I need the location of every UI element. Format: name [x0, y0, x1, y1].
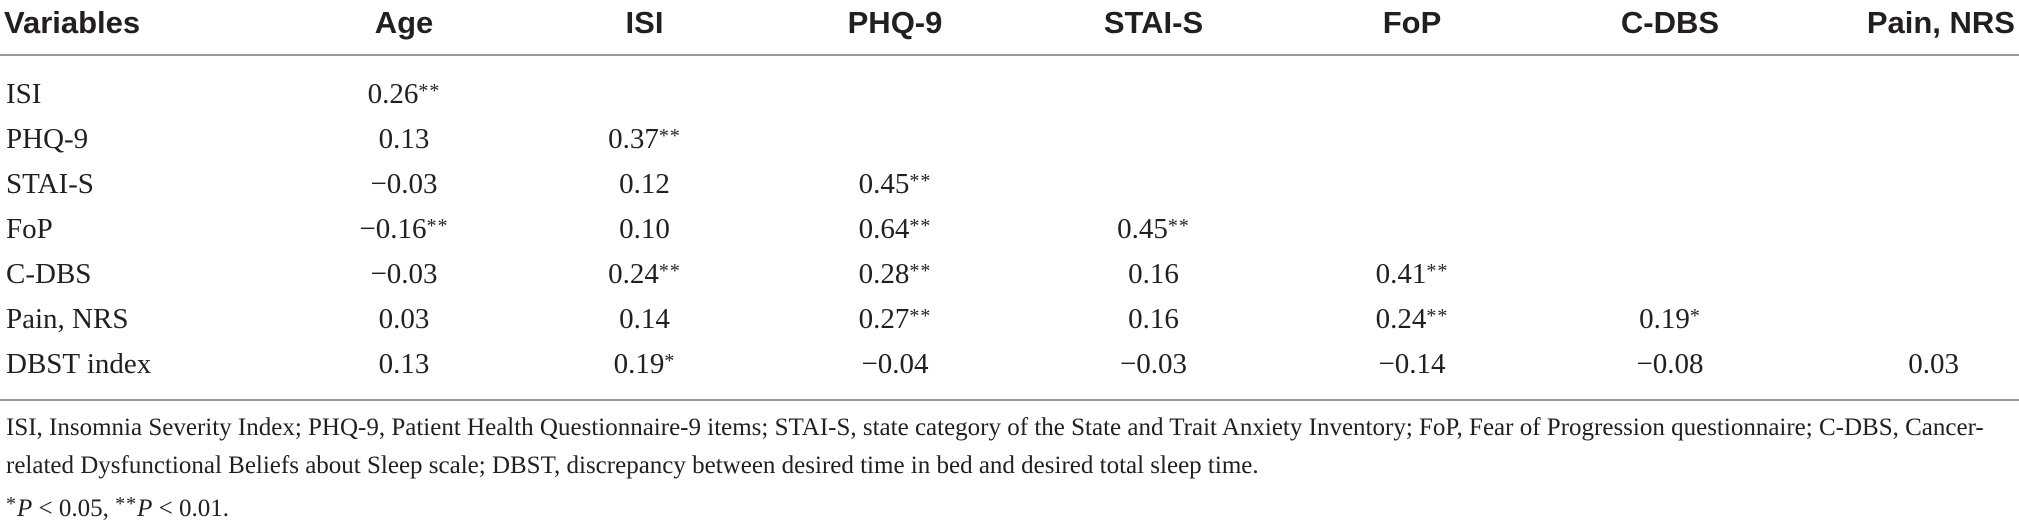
table-cell [1283, 252, 1541, 297]
correlation-value: 0.03 [1908, 348, 1959, 380]
table-cell [1024, 297, 1283, 342]
column-header-age: Age [285, 0, 523, 55]
table-row [0, 252, 2019, 297]
significance-marker: ** [426, 215, 449, 237]
table-row [0, 297, 2019, 342]
table-cell [1283, 207, 1541, 252]
table-cell [1024, 207, 1283, 252]
correlation-value: 0.45 [1117, 213, 1168, 245]
correlation-value: −0.08 [1636, 348, 1704, 380]
row-label: STAI-S [6, 168, 94, 200]
table-cell [1799, 55, 2019, 117]
table-cell [1024, 252, 1283, 297]
table-cell [1799, 207, 2019, 252]
table-cell [1799, 117, 2019, 162]
correlation-value: −0.14 [1378, 348, 1446, 380]
table-cell [1799, 342, 2019, 400]
significance-marker: ** [658, 260, 681, 282]
table-cell [766, 162, 1024, 207]
significance-marker: ** [418, 80, 441, 102]
table-cell [285, 55, 523, 117]
row-label: DBST index [0, 342, 285, 400]
correlation-value: 0.19 [1639, 303, 1690, 335]
correlation-value: 0.27 [858, 303, 910, 335]
column-header-c-dbs: C-DBS [1541, 0, 1799, 55]
table-cell [523, 252, 766, 297]
correlation-value: 0.41 [1375, 258, 1427, 290]
correlation-value: 0.19 [613, 348, 665, 380]
correlation-value: 0.28 [858, 258, 910, 290]
table-cell [766, 55, 1024, 117]
table-row [0, 117, 2019, 162]
table-row [0, 342, 2019, 400]
significance-marker: ** [909, 305, 932, 327]
table-cell [1541, 297, 1799, 342]
column-header-fop: FoP [1283, 0, 1541, 55]
column-header-stai-s: STAI-S [1024, 0, 1283, 55]
table-cell [523, 207, 766, 252]
p-symbol-2: P [137, 495, 153, 522]
table-cell [1283, 55, 1541, 117]
table-cell [1541, 117, 1799, 162]
significance-note [6, 485, 2014, 528]
table-cell [1541, 162, 1799, 207]
correlation-value: 0.24 [608, 258, 659, 290]
table-cell [766, 117, 1024, 162]
significance-marker-2: ** [115, 493, 138, 515]
table-row [0, 207, 2019, 252]
p-symbol-1: P [17, 495, 33, 522]
correlation-value: −0.03 [1119, 348, 1188, 380]
table-cell [1283, 162, 1541, 207]
table-cell [1799, 297, 2019, 342]
correlation-value: 0.45 [858, 168, 910, 200]
table-cell [766, 252, 1024, 297]
table-cell [1541, 207, 1799, 252]
table-cell [1541, 342, 1799, 400]
table-cell [523, 297, 766, 342]
significance-marker-1: * [6, 493, 17, 515]
header-row [0, 0, 2019, 55]
table-cell [1024, 117, 1283, 162]
column-header-phq9: PHQ-9 [766, 0, 1024, 55]
correlation-value: 0.13 [378, 123, 430, 155]
row-label: Pain, NRS [6, 303, 129, 335]
table-cell [766, 207, 1024, 252]
table-cell [1283, 117, 1541, 162]
significance-threshold-2: < 0.01. [152, 495, 230, 522]
row-label: FoP [6, 213, 53, 245]
significance-marker: ** [909, 215, 932, 237]
correlation-value: −0.03 [370, 168, 438, 200]
table-cell [285, 117, 523, 162]
table-cell [285, 297, 523, 342]
significance-marker: * [1689, 305, 1701, 327]
table-cell [285, 342, 523, 400]
table-body [0, 55, 2019, 400]
table-cell [766, 342, 1024, 400]
column-header-pain-nrs: Pain, NRS [1799, 0, 2019, 55]
table-cell [285, 207, 523, 252]
correlation-value: 0.03 [378, 303, 430, 335]
correlation-value: 0.16 [1128, 303, 1179, 335]
column-header-variables: Variables [0, 0, 285, 55]
significance-marker: * [664, 350, 676, 372]
significance-marker: ** [909, 260, 932, 282]
table-cell [1799, 162, 2019, 207]
table-row [0, 55, 2019, 117]
table-cell [1024, 162, 1283, 207]
correlation-value: 0.14 [619, 303, 670, 335]
significance-marker: ** [909, 170, 932, 192]
table-cell [523, 55, 766, 117]
row-label: ISI [6, 78, 42, 110]
table-cell [1283, 342, 1541, 400]
table-cell [1024, 342, 1283, 400]
row-label: C-DBS [6, 258, 92, 290]
correlation-value: −0.16 [359, 213, 427, 245]
table-row [0, 162, 2019, 207]
row-label: PHQ-9 [6, 123, 89, 155]
table-cell [766, 297, 1024, 342]
table-cell [523, 342, 766, 400]
table-cell [1541, 252, 1799, 297]
table-cell [285, 162, 523, 207]
correlation-value: 0.10 [619, 213, 670, 245]
significance-marker: ** [658, 125, 681, 147]
table-cell [1024, 55, 1283, 117]
correlation-value: 0.13 [378, 348, 430, 380]
correlation-value: −0.04 [861, 348, 929, 380]
column-header-isi: ISI [523, 0, 766, 55]
table-footnotes [6, 409, 2014, 528]
table-cell [1799, 252, 2019, 297]
correlation-value: 0.24 [1375, 303, 1427, 335]
table-cell [523, 162, 766, 207]
table-header [0, 0, 2019, 55]
correlation-value: 0.26 [367, 78, 419, 110]
correlation-value: 0.37 [608, 123, 659, 155]
significance-threshold-1: < 0.05, [32, 495, 116, 522]
significance-marker: ** [1167, 215, 1190, 237]
table-cell [523, 117, 766, 162]
significance-marker: ** [1426, 260, 1449, 282]
correlation-value: 0.64 [858, 213, 910, 245]
correlation-value: −0.03 [370, 258, 438, 290]
correlation-value: 0.16 [1128, 258, 1179, 290]
significance-marker: ** [1426, 305, 1449, 327]
table-cell [1541, 55, 1799, 117]
abbreviation-note: ISI, Insomnia Severity Index; PHQ-9, Patient Health Questionnaire-9 items; STAI-S, state category of the State and Trait Anxiety Inventory; FoP, Fear of Progression questionnaire; C-DBS, Cancer-related Dysfunctional Beliefs about Sleep scale; DBST, discrepancy between desired time in bed and desired total sleep time. [6, 414, 1984, 479]
table-cell [1283, 297, 1541, 342]
table-cell [285, 252, 523, 297]
correlation-value: 0.12 [619, 168, 670, 200]
